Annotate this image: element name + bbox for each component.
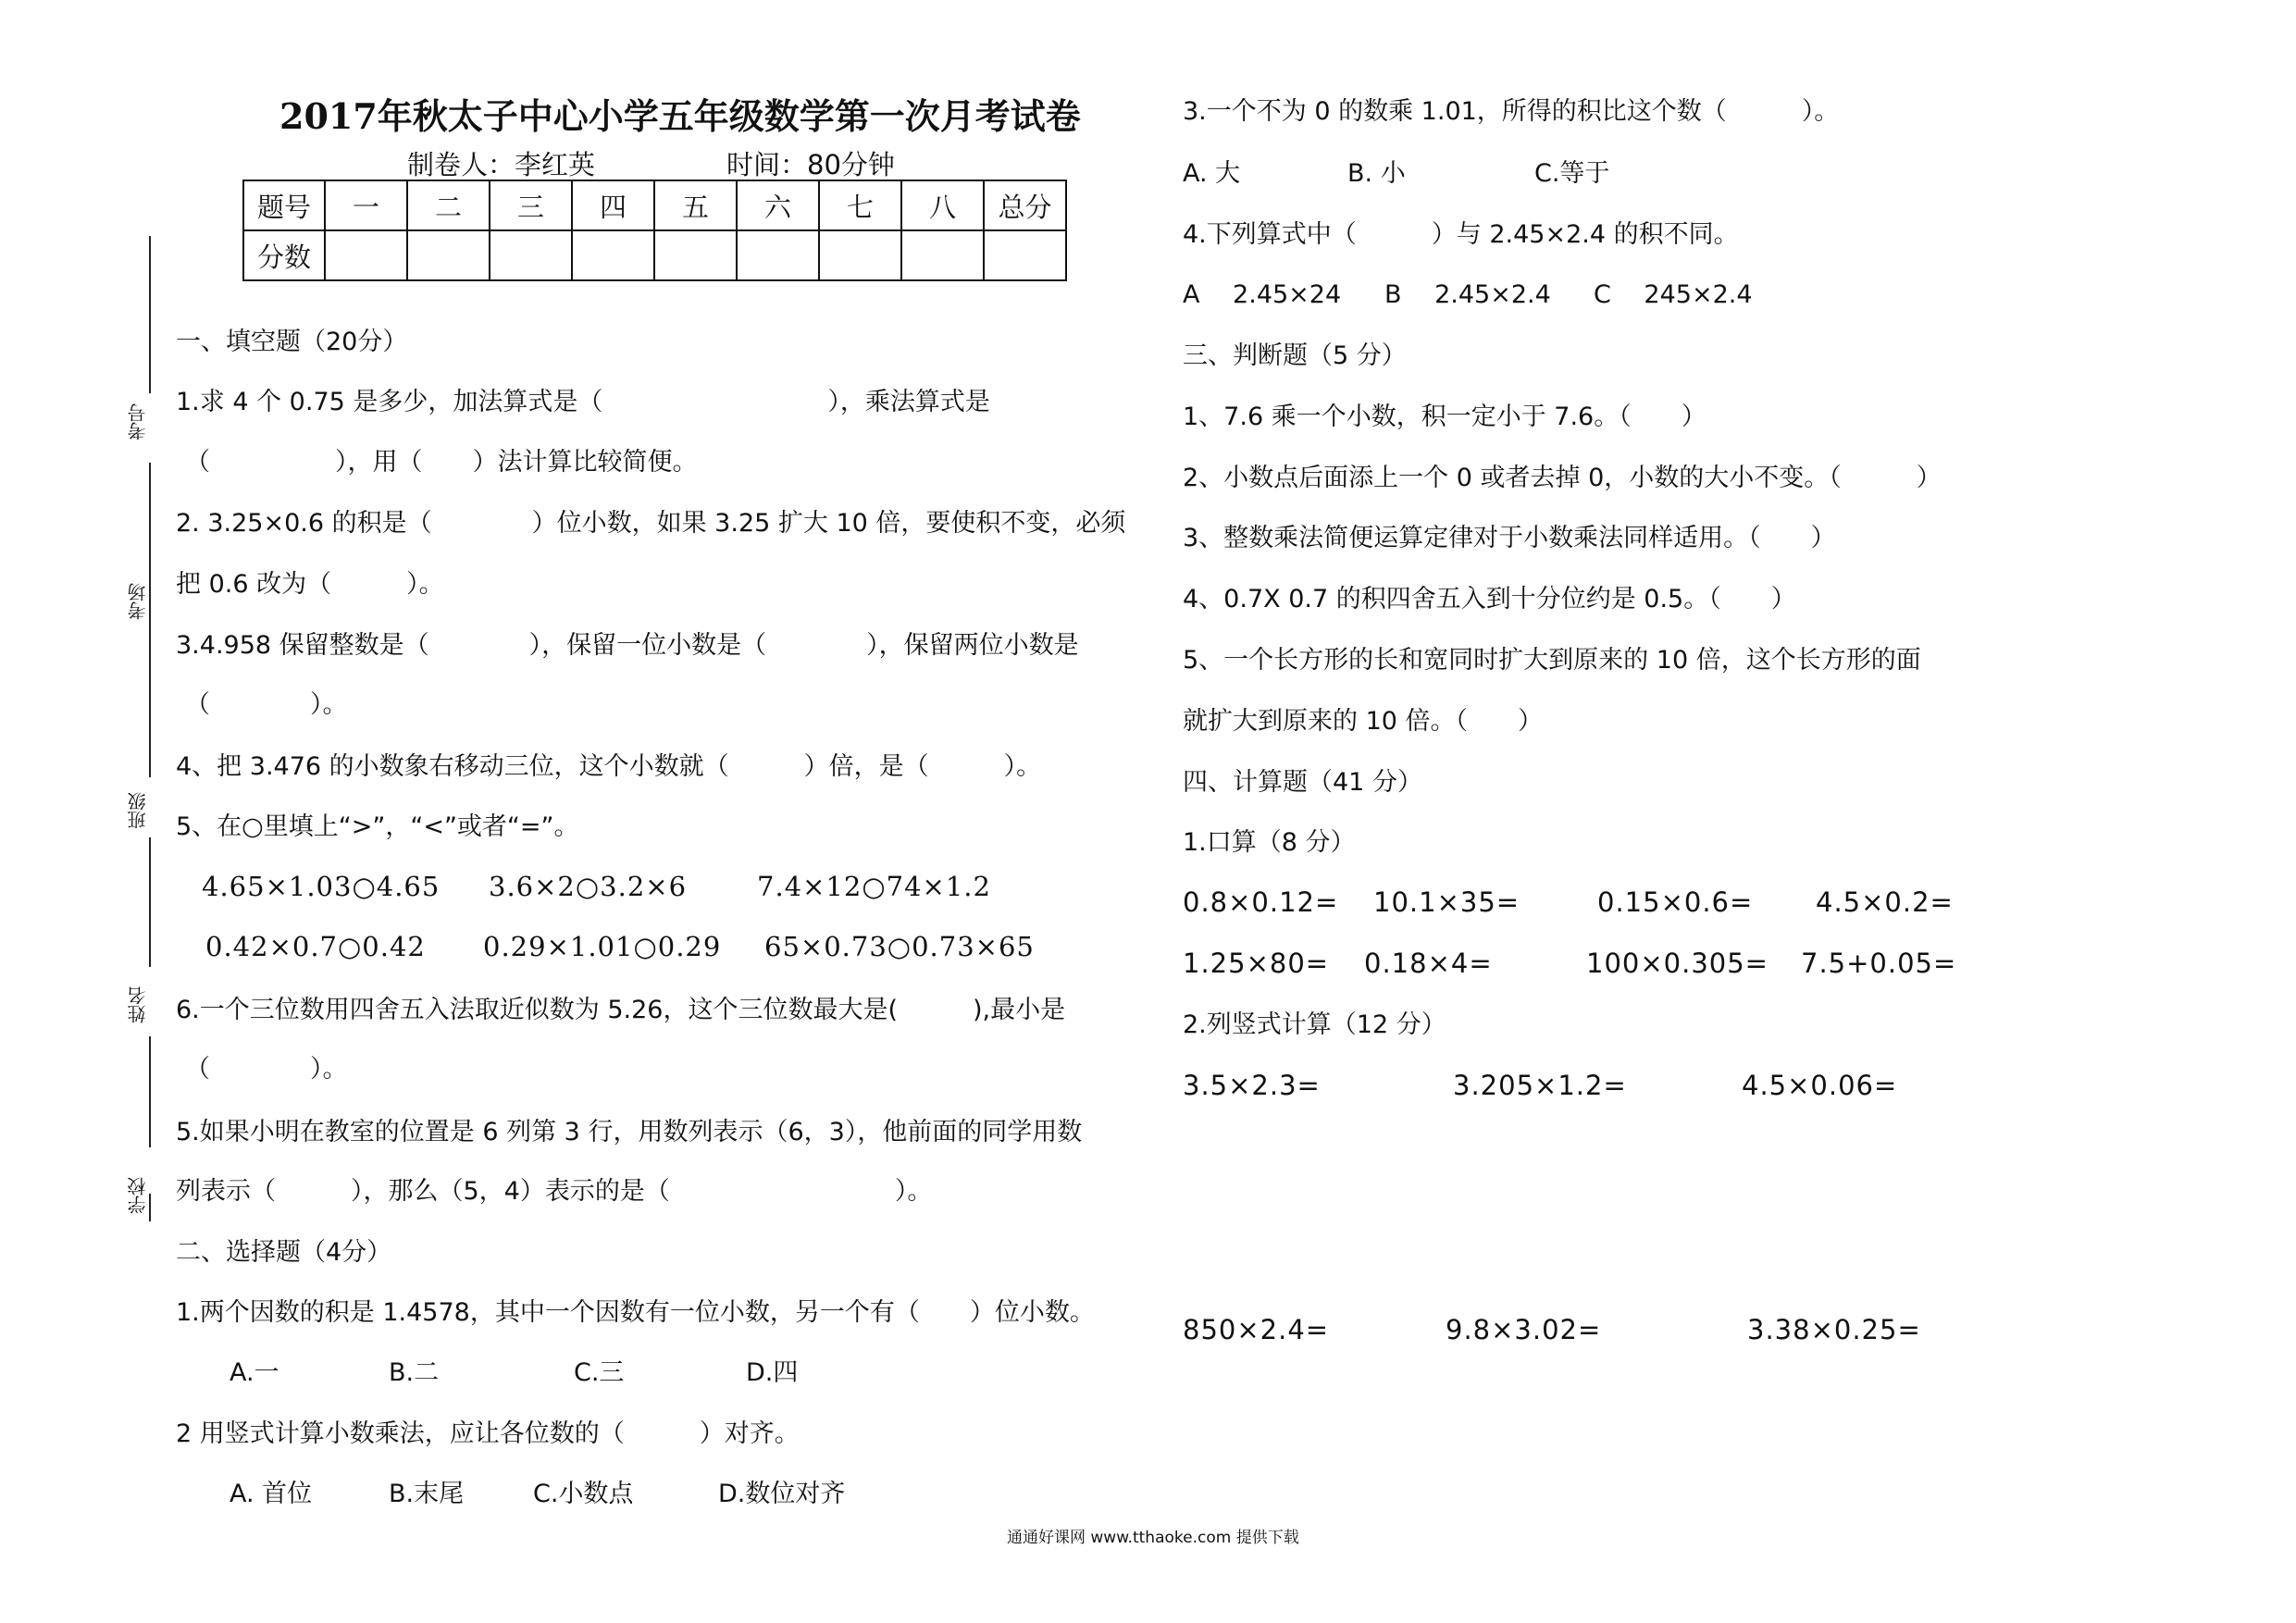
choice-option[interactable]: B. 小 — [1347, 159, 1406, 188]
choice-option[interactable]: D.数位对齐 — [718, 1480, 846, 1508]
score-input-cell[interactable] — [901, 230, 984, 280]
score-cell: 题号 — [243, 180, 325, 230]
choice-option[interactable]: A. 大 — [1183, 159, 1241, 188]
exam-number-label: 考号 — [127, 403, 149, 440]
exam-room-label: 考场 — [127, 583, 149, 620]
page-title: 2017年秋太子中心小学五年级数学第一次月考试卷 — [279, 95, 1081, 137]
score-cell: 一 — [325, 180, 407, 230]
judge-question-5: 5、一个长方形的长和宽同时扩大到原来的 10 倍，这个长方形的面 — [1183, 646, 1921, 675]
choice-option[interactable]: C.等于 — [1534, 159, 1610, 188]
score-row-label: 分数 — [243, 230, 325, 280]
choice-option[interactable]: D.四 — [746, 1358, 799, 1387]
score-cell: 四 — [572, 180, 654, 230]
fill-question-5: 5、在○里填上“>”，“<”或者“=”。 — [176, 812, 579, 841]
choice-option[interactable]: A.一 — [230, 1358, 279, 1387]
compare-item: 4.65×1.03○4.65 — [202, 871, 441, 902]
fill-question-2: 2. 3.25×0.6 的积是（ ）位小数，如果 3.25 扩大 10 倍，要使积不变，必须 — [176, 509, 1126, 538]
section-calc-title: 四、计算题（41 分） — [1183, 768, 1422, 797]
fill-question-1-cont: （ ），用（ ）法计算比较简便。 — [185, 448, 698, 477]
fill-question-3: 3.4.958 保留整数是（ ），保留一位小数是（ ），保留两位小数是 — [176, 631, 1079, 660]
choice-question-1: 1.两个因数的积是 1.4578，其中一个因数有一位小数，另一个有（ ）位小数。 — [176, 1298, 1095, 1327]
compare-item: 65×0.73○0.73×65 — [764, 931, 1035, 962]
score-cell: 八 — [901, 180, 984, 230]
choice-option[interactable]: C 245×2.4 — [1594, 280, 1753, 309]
judge-question-2: 2、小数点后面添上一个 0 或者去掉 0，小数的大小不变。（ ） — [1183, 464, 1942, 492]
oral-calc-item: 0.18×4= — [1364, 948, 1493, 979]
choice-question-4: 4.下列算式中（ ）与 2.45×2.4 的积不同。 — [1183, 220, 1739, 249]
choice-option[interactable]: C.小数点 — [533, 1480, 634, 1508]
binding-line — [149, 236, 151, 393]
compare-item: 0.29×1.01○0.29 — [483, 931, 722, 962]
vertical-calc-item: 9.8×3.02= — [1446, 1314, 1602, 1345]
vertical-calc-item: 4.5×0.06= — [1742, 1070, 1898, 1101]
choice-option[interactable]: B.二 — [389, 1358, 440, 1387]
class-label: 班级 — [127, 792, 149, 829]
oral-calc-item: 7.5+0.05= — [1801, 948, 1957, 979]
choice-question-2: 2 用竖式计算小数乘法，应让各位数的（ ）对齐。 — [176, 1419, 800, 1448]
vertical-calc-item: 3.38×0.25= — [1747, 1314, 1921, 1345]
fill-question-6-cont: （ ）。 — [185, 1055, 348, 1084]
vertical-calc-item: 3.205×1.2= — [1453, 1070, 1627, 1101]
judge-question-1: 1、7.6 乘一个小数，积一定小于 7.6。（ ） — [1183, 403, 1706, 431]
score-input-cell[interactable] — [984, 230, 1066, 280]
section-judge-title: 三、判断题（5 分） — [1183, 341, 1407, 370]
score-cell: 总分 — [984, 180, 1066, 230]
oral-calc-item: 4.5×0.2= — [1816, 886, 1954, 918]
vertical-calc-item: 3.5×2.3= — [1183, 1070, 1321, 1101]
judge-question-4: 4、0.7X 0.7 的积四舍五入到十分位约是 0.5。（ ） — [1183, 585, 1796, 613]
fill-question-7: 5.如果小明在教室的位置是 6 列第 3 行，用数列表示（6，3），他前面的同学用数 — [176, 1118, 1083, 1146]
score-input-cell[interactable] — [654, 230, 737, 280]
fill-question-7-cont: 列表示（ ），那么（5，4）表示的是（ ）。 — [176, 1177, 933, 1206]
fill-question-2-cont: 把 0.6 改为（ ）。 — [176, 570, 444, 599]
oral-calc-item: 10.1×35= — [1373, 886, 1520, 918]
choice-option[interactable]: B 2.45×2.4 — [1384, 280, 1551, 309]
name-label: 姓名 — [127, 986, 149, 1023]
author-label: 制卷人：李红英 — [407, 149, 596, 180]
score-table-header-row — [243, 180, 1066, 230]
compare-item: 7.4×12○74×1.2 — [757, 871, 991, 902]
school-label: 学校 — [127, 1177, 149, 1214]
score-input-cell[interactable] — [737, 230, 819, 280]
choice-option[interactable]: A. 首位 — [230, 1480, 313, 1508]
fill-question-6: 6.一个三位数用四舍五入法取近似数为 5.26，这个三位数最大是( ),最小是 — [176, 996, 1066, 1024]
binding-line — [149, 463, 151, 777]
score-cell: 七 — [819, 180, 901, 230]
score-input-cell[interactable] — [572, 230, 654, 280]
fill-question-4: 4、把 3.476 的小数象右移动三位，这个小数就（ ）倍，是（ ）。 — [176, 752, 1042, 781]
score-cell: 六 — [737, 180, 819, 230]
score-table — [242, 180, 1067, 281]
oral-calc-item: 0.15×0.6= — [1597, 886, 1754, 918]
score-cell: 二 — [407, 180, 490, 230]
section-fill-title: 一、填空题（20分） — [176, 328, 408, 356]
compare-item: 0.42×0.7○0.42 — [205, 931, 426, 962]
oral-calc-title: 1.口算（8 分） — [1183, 828, 1356, 857]
score-cell: 三 — [490, 180, 572, 230]
time-label: 时间：80分钟 — [726, 149, 895, 180]
score-input-cell[interactable] — [407, 230, 490, 280]
oral-calc-item: 1.25×80= — [1183, 948, 1330, 979]
oral-calc-item: 0.8×0.12= — [1183, 886, 1339, 918]
compare-item: 3.6×2○3.2×6 — [489, 871, 688, 902]
judge-question-3: 3、整数乘法简便运算定律对于小数乘法同样适用。（ ） — [1183, 524, 1836, 552]
choice-question-3: 3.一个不为 0 的数乘 1.01，所得的积比这个数（ ）。 — [1183, 97, 1840, 126]
footer-source: 通通好课网 www.tthaoke.com 提供下载 — [1007, 1529, 1299, 1547]
section-choice-title: 二、选择题（4分） — [176, 1238, 392, 1267]
score-input-cell[interactable] — [490, 230, 572, 280]
fill-question-1: 1.求 4 个 0.75 是多少，加法算式是（ ），乘法算式是 — [176, 388, 990, 416]
vertical-calc-title: 2.列竖式计算（12 分） — [1183, 1010, 1446, 1039]
choice-option[interactable]: C.三 — [574, 1358, 625, 1387]
score-input-cell[interactable] — [325, 230, 407, 280]
oral-calc-item: 100×0.305= — [1586, 948, 1769, 979]
fill-question-3-cont: （ ）。 — [185, 690, 348, 719]
vertical-calc-item: 850×2.4= — [1183, 1314, 1330, 1345]
score-cell: 五 — [654, 180, 737, 230]
score-input-cell[interactable] — [819, 230, 901, 280]
judge-question-5-cont: 就扩大到原来的 10 倍。（ ） — [1183, 707, 1544, 736]
score-table-score-row — [243, 230, 1066, 280]
binding-line — [149, 837, 151, 967]
binding-line — [149, 1036, 151, 1147]
choice-option[interactable]: A 2.45×24 — [1183, 280, 1342, 309]
choice-option[interactable]: B.末尾 — [389, 1480, 465, 1508]
